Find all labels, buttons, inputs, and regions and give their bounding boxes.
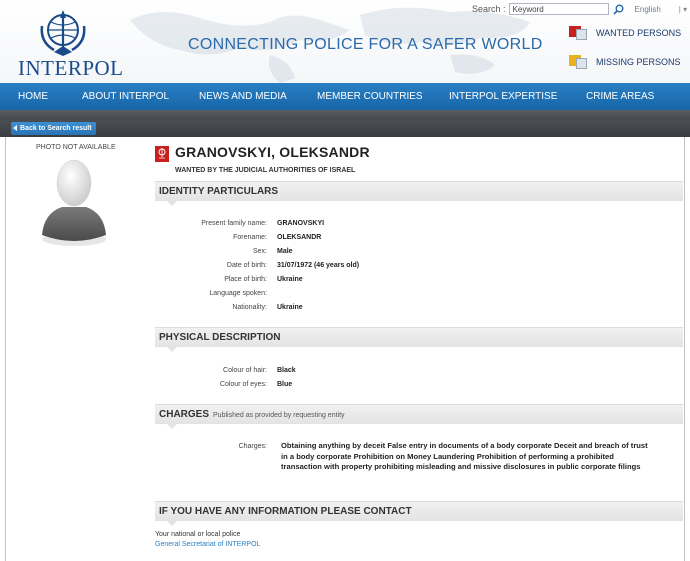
nav-about-interpol[interactable]: ABOUT INTERPOL [82, 91, 170, 102]
contact-local-police: Your national or local police [155, 531, 241, 538]
identity-section-title: IDENTITY PARTICULARS [159, 186, 279, 197]
toolbar-strip [0, 120, 690, 137]
back-to-search-button[interactable]: Back to Search result [11, 122, 96, 135]
photo-not-available-label: PHOTO NOT AVAILABLE [36, 144, 116, 151]
header-divider [0, 110, 690, 120]
content-border-left [5, 137, 6, 561]
row-label: Colour of hair: [223, 367, 267, 374]
search-bar [472, 2, 687, 16]
nav-member-countries[interactable]: MEMBER COUNTRIES [317, 91, 423, 102]
physical-section-header [155, 327, 683, 347]
interpol-emblem-icon [36, 8, 90, 58]
search-label: Search : [472, 4, 506, 14]
content-border-right [684, 137, 685, 561]
forename-value: OLEKSANDR [277, 234, 322, 241]
contact-section-title: IF YOU HAVE ANY INFORMATION PLEASE CONTACT [159, 506, 412, 517]
contact-section-header [155, 501, 683, 521]
wanted-persons-link[interactable] [569, 26, 681, 40]
row-label: Language spoken: [209, 290, 267, 297]
missing-persons-label: MISSING PERSONS [596, 57, 681, 67]
nav-interpol-expertise[interactable]: INTERPOL EXPERTISE [449, 91, 558, 102]
nationality-value: Ukraine [277, 304, 303, 311]
language-selector[interactable]: English [634, 4, 661, 14]
row-label: Place of birth: [224, 276, 267, 283]
charges-section-title: CHARGES [159, 409, 210, 420]
contact-general-secretariat-link[interactable]: General Secretariat of INTERPOL [155, 541, 261, 548]
row-label: Present family name: [201, 220, 267, 227]
row-label: Colour of eyes: [219, 381, 267, 388]
language-dropdown-icon[interactable]: | ▾ [678, 4, 688, 14]
identity-section-header [155, 181, 683, 201]
wanted-persons-label: WANTED PERSONS [596, 28, 682, 38]
hair-colour-value: Black [277, 367, 296, 374]
person-name: GRANOVSKYI, OLEKSANDR [175, 144, 370, 160]
wanted-by-text: WANTED BY THE JUDICIAL AUTHORITIES OF ISRAEL [175, 167, 356, 174]
physical-section-title: PHYSICAL DESCRIPTION [159, 332, 281, 343]
row-label: Date of birth: [226, 262, 267, 269]
search-input[interactable] [509, 3, 609, 15]
row-label: Nationality: [232, 304, 267, 311]
red-notice-flag-icon [155, 146, 169, 162]
date-of-birth-value: 31/07/1972 (46 years old) [277, 262, 360, 269]
place-of-birth-value: Ukraine [277, 276, 303, 283]
missing-persons-link[interactable] [569, 55, 681, 69]
main-navigation [0, 83, 690, 110]
logo-wordmark: INTERPOL [18, 56, 124, 80]
nav-news-and-media[interactable]: NEWS AND MEDIA [199, 91, 287, 102]
charges-text: Obtaining anything by deceit False entry in documents of a body corporate Deceit and breach of trust in a body corporate Prohibition on Money Laundering Prohibition of performing a prohibited transaction with property prohibiting misleading and missive disclosures in public corporate filings [281, 441, 648, 471]
family-name-value: GRANOVSKYI [277, 220, 325, 227]
row-label: Sex: [252, 248, 267, 255]
site-header [0, 0, 690, 83]
charges-subtitle: Published as provided by requesting entity [213, 412, 345, 419]
charges-section-header [155, 404, 683, 424]
site-slogan: CONNECTING POLICE FOR A SAFER WORLD [188, 36, 543, 53]
eye-colour-value: Blue [277, 381, 293, 388]
sex-value: Male [277, 248, 293, 255]
nav-crime-areas[interactable]: CRIME AREAS [586, 91, 655, 102]
nav-home[interactable]: HOME [18, 91, 48, 102]
charges-label: Charges: [238, 443, 267, 450]
row-label: Forename: [233, 234, 267, 241]
red-notice-icon [569, 26, 589, 40]
search-icon[interactable] [613, 3, 625, 15]
yellow-notice-icon [569, 55, 589, 69]
placeholder-avatar-icon [40, 155, 108, 247]
interpol-logo[interactable] [18, 8, 124, 80]
